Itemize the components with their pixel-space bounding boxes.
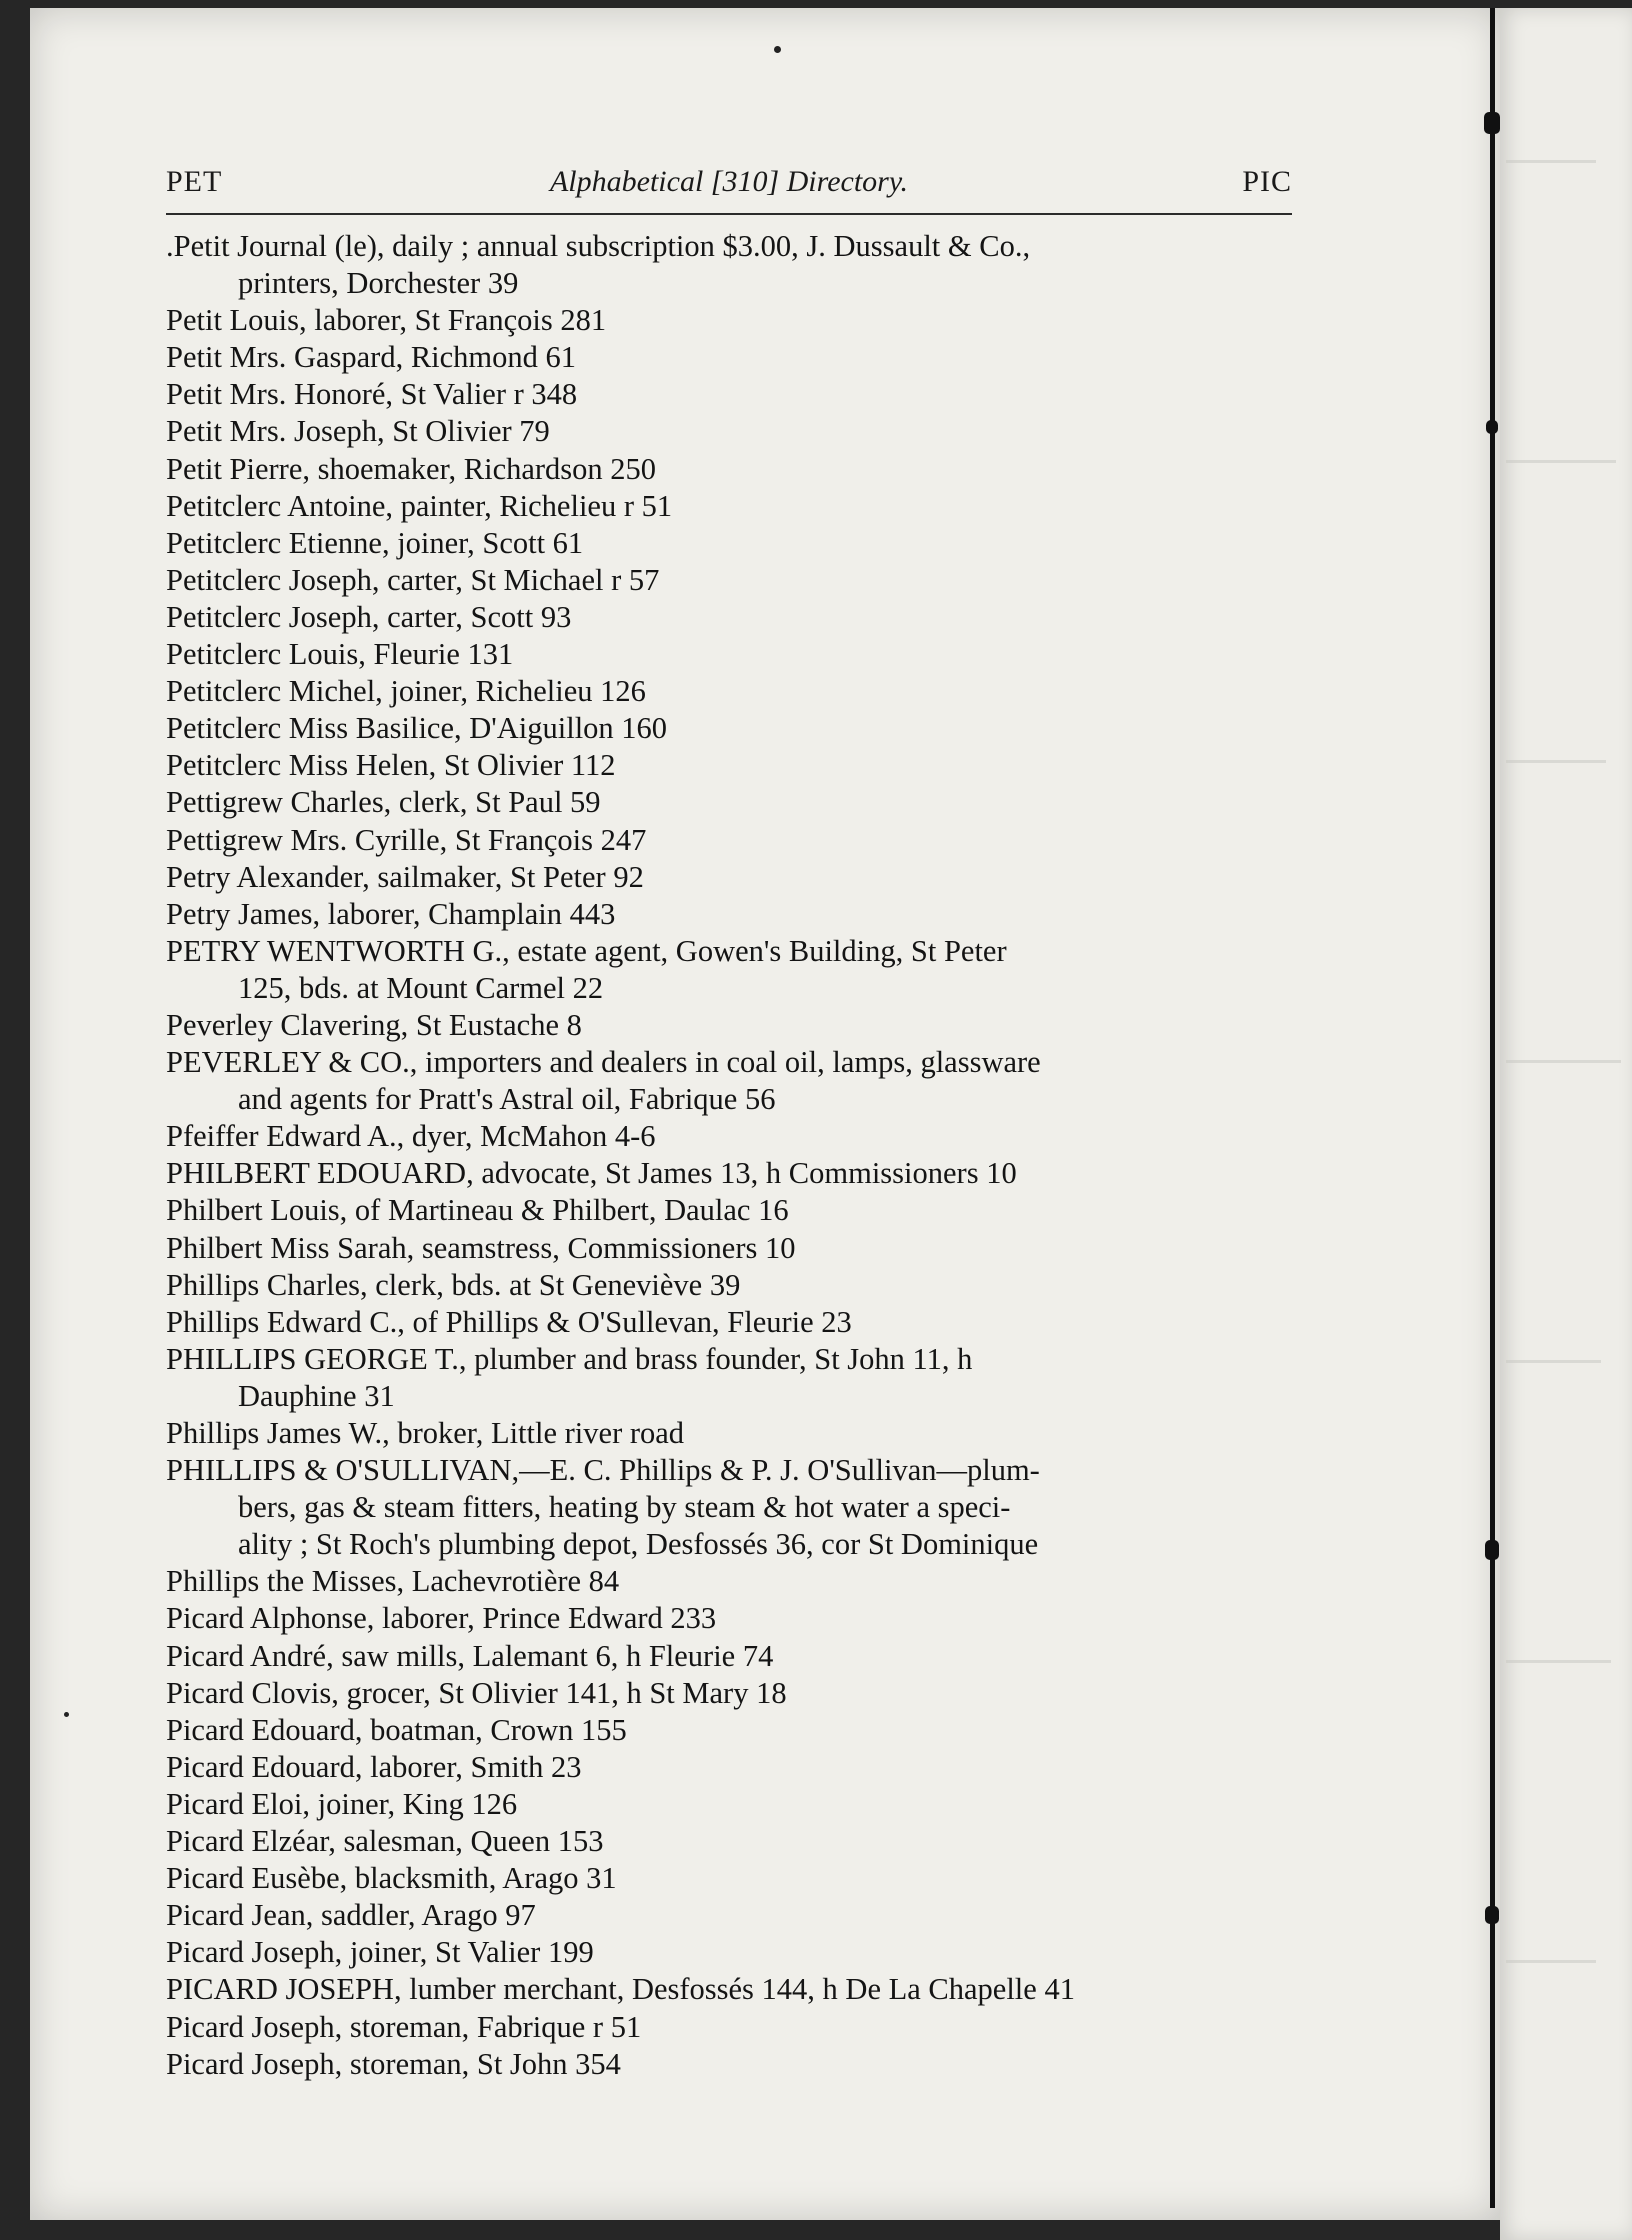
directory-entry: [150, 859, 1310, 896]
entry-text: Picard Edouard, laborer, Smith 23: [166, 1749, 582, 1784]
directory-entry: [150, 228, 1310, 302]
directory-entries: [150, 228, 1310, 2083]
directory-entry: [150, 599, 1310, 636]
directory-entry: [150, 1749, 1310, 1786]
facing-page-edge: [1500, 8, 1632, 2240]
running-header: [166, 165, 1292, 215]
binding-knot: [1486, 420, 1498, 434]
entry-text: Picard Joseph, joiner, St Valier 199: [166, 1935, 594, 1970]
binding-knot: [1485, 1540, 1499, 1560]
entry-text: Picard Joseph, storeman, Fabrique r 51: [166, 2009, 642, 2044]
entry-text: Petit Mrs. Gaspard, Richmond 61: [166, 340, 577, 375]
directory-entry: [150, 1934, 1310, 1971]
entry-text: .Petit Journal (le), daily ; annual subscription $3.00, J. Dussault & Co.,: [166, 229, 1031, 263]
directory-entry: [150, 636, 1310, 673]
directory-entry: [150, 2009, 1310, 2046]
entry-text: Picard Alphonse, laborer, Prince Edward 233: [166, 1601, 717, 1636]
directory-entry: [150, 1600, 1310, 1637]
directory-entry: [150, 525, 1310, 562]
entry-text: Pettigrew Charles, clerk, St Paul 59: [166, 785, 601, 820]
directory-entry: [150, 1118, 1310, 1155]
entry-text: Petit Mrs. Honoré, St Valier r 348: [166, 377, 578, 412]
show-through-line: [1506, 460, 1616, 463]
entry-text: Phillips Edward C., of Phillips & O'Sullevan, Fleurie 23: [166, 1304, 852, 1339]
entry-continuation: ality ; St Roch's plumbing depot, Desfossés 36, cor St Dominique: [238, 1527, 1039, 1562]
directory-entry: [150, 1786, 1310, 1823]
directory-entry: [150, 1712, 1310, 1749]
directory-entry: [150, 1823, 1310, 1860]
entry-text: Phillips James W., broker, Little river road: [166, 1416, 685, 1450]
entry-text: Petit Louis, laborer, St François 281: [166, 303, 607, 338]
entry-text: Petitclerc Joseph, carter, St Michael r 57: [166, 562, 660, 597]
directory-entry: [150, 562, 1310, 599]
entry-text: Petit Pierre, shoemaker, Richardson 250: [166, 451, 657, 486]
show-through-line: [1506, 1660, 1611, 1663]
directory-entry: [150, 710, 1310, 747]
entry-text: Picard Eusèbe, blacksmith, Arago 31: [166, 1861, 617, 1896]
directory-entry: [150, 1267, 1310, 1304]
entry-continuation: bers, gas & steam fitters, heating by steam & hot water a speci-: [238, 1490, 1011, 1525]
entry-text: Picard Eloi, joiner, King 126: [166, 1786, 518, 1821]
entry-text: Peverley Clavering, St Eustache 8: [166, 1007, 582, 1042]
directory-entry: [150, 2046, 1310, 2083]
directory-entry: [150, 1044, 1310, 1118]
entry-text: Picard Edouard, boatman, Crown 155: [166, 1712, 627, 1747]
directory-entry: [150, 1971, 1310, 2008]
entry-text: Pettigrew Mrs. Cyrille, St François 247: [166, 822, 647, 857]
entry-text: Philbert Miss Sarah, seamstress, Commissioners 10: [166, 1230, 796, 1265]
directory-entry: [150, 673, 1310, 710]
entry-text: Pfeiffer Edward A., dyer, McMahon 4-6: [166, 1119, 656, 1154]
show-through-line: [1506, 1360, 1601, 1363]
entry-text: Phillips the Misses, Lachevrotière 84: [166, 1564, 620, 1599]
entry-text: Petitclerc Joseph, carter, Scott 93: [166, 599, 572, 634]
directory-entry: [150, 896, 1310, 933]
directory-entry: [150, 1452, 1310, 1563]
entry-text: PHILLIPS & O'SULLIVAN,—E. C. Phillips & P. J. O'Sullivan—plum-: [166, 1453, 1040, 1488]
ink-speck: [64, 1712, 69, 1717]
directory-entry: [150, 488, 1310, 525]
entry-text: Philbert Louis, of Martineau & Philbert, Daulac 16: [166, 1193, 789, 1228]
binding-knot: [1484, 112, 1500, 134]
entry-text: Petry Alexander, sailmaker, St Peter 92: [166, 859, 644, 894]
directory-entry: [150, 747, 1310, 784]
entry-text: Petitclerc Antoine, painter, Richelieu r 51: [166, 488, 673, 523]
header-title: Alphabetical [310] Directory.: [549, 165, 908, 198]
entry-text: Picard Elzéar, salesman, Queen 153: [166, 1824, 604, 1859]
entry-text: PEVERLEY & CO., importers and dealers in coal oil, lamps, glassware: [166, 1045, 1041, 1080]
entry-continuation: printers, Dorchester 39: [238, 266, 519, 301]
entry-text: Petitclerc Miss Basilice, D'Aiguillon 160: [166, 711, 668, 746]
show-through-line: [1506, 1060, 1621, 1063]
entry-text: Picard André, saw mills, Lalemant 6, h Fleurie 74: [166, 1638, 774, 1673]
entry-text: Petry James, laborer, Champlain 443: [166, 896, 616, 931]
binding-knot: [1485, 1906, 1499, 1924]
directory-entry: [150, 339, 1310, 376]
ink-speck: [774, 46, 781, 53]
entry-text: Picard Joseph, storeman, St John 354: [166, 2046, 621, 2081]
entry-text: Phillips Charles, clerk, bds. at St Geneviève 39: [166, 1267, 741, 1302]
directory-entry: [150, 784, 1310, 821]
directory-entry: [150, 1007, 1310, 1044]
show-through-line: [1506, 160, 1596, 163]
directory-entry: [150, 1192, 1310, 1229]
entry-text: Picard Clovis, grocer, St Olivier 141, h St Mary 18: [166, 1675, 787, 1710]
book-spine: [1490, 8, 1495, 2208]
entry-text: Picard Jean, saddler, Arago 97: [166, 1898, 536, 1933]
directory-entry: [150, 1415, 1310, 1452]
directory-entry: [150, 1563, 1310, 1600]
entry-text: Petitclerc Etienne, joiner, Scott 61: [166, 525, 584, 560]
directory-entry: [150, 1341, 1310, 1415]
entry-text: Petit Mrs. Joseph, St Olivier 79: [166, 414, 550, 449]
directory-entry: [150, 1675, 1310, 1712]
directory-entry: [150, 302, 1310, 339]
show-through-line: [1506, 760, 1606, 763]
directory-entry: [150, 1638, 1310, 1675]
header-left-guide: PET: [166, 165, 223, 198]
directory-entry: [150, 1860, 1310, 1897]
directory-entry: [150, 1304, 1310, 1341]
entry-text: Petitclerc Louis, Fleurie 131: [166, 637, 514, 672]
directory-entry: [150, 1897, 1310, 1934]
header-right-guide: PIC: [1242, 165, 1292, 198]
entry-continuation: 125, bds. at Mount Carmel 22: [238, 970, 604, 1005]
directory-entry: [150, 413, 1310, 450]
entry-continuation: Dauphine 31: [238, 1378, 395, 1413]
entry-text: PHILLIPS GEORGE T., plumber and brass founder, St John 11, h: [166, 1341, 973, 1376]
entry-continuation: and agents for Pratt's Astral oil, Fabrique 56: [238, 1082, 776, 1117]
entry-text: PICARD JOSEPH, lumber merchant, Desfossés 144, h De La Chapelle 41: [166, 1972, 1075, 2007]
directory-entry: [150, 1230, 1310, 1267]
directory-entry: [150, 933, 1310, 1007]
entry-text: Petitclerc Michel, joiner, Richelieu 126: [166, 674, 646, 709]
entry-text: PHILBERT EDOUARD, advocate, St James 13, h Commissioners 10: [166, 1156, 1017, 1191]
directory-entry: [150, 451, 1310, 488]
entry-text: Petitclerc Miss Helen, St Olivier 112: [166, 748, 616, 783]
directory-entry: [150, 822, 1310, 859]
show-through-line: [1506, 1960, 1596, 1963]
directory-entry: [150, 376, 1310, 413]
entry-text: PETRY WENTWORTH G., estate agent, Gowen's Building, St Peter: [166, 933, 1007, 968]
directory-entry: [150, 1155, 1310, 1192]
